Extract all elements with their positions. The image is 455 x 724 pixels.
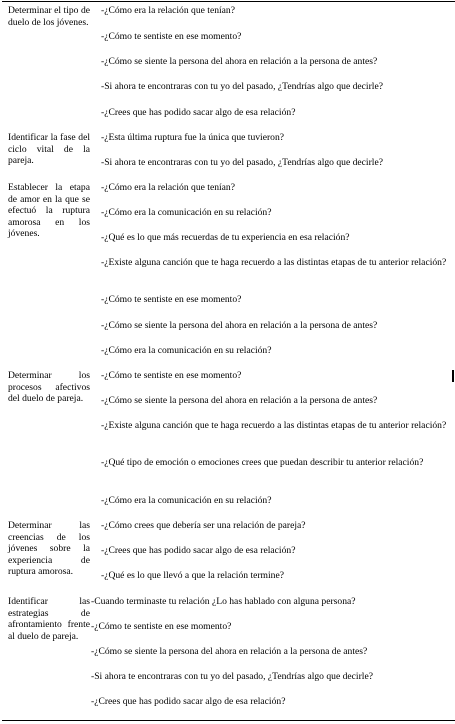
question-item: -¿Crees que has podido sacar algo de esa relación? [91, 696, 286, 707]
question-item: -¿Cómo te sentiste en ese momento? [101, 31, 242, 42]
question-item: -Cuando terminaste tu relación ¿Lo has hablado con alguna persona? [91, 596, 356, 607]
objective-cell: Establecer la etapa de amor en la que se efectuó la ruptura amorosa en los jóvenes. [8, 182, 90, 239]
question-item: -¿Cómo crees que debería ser una relación de pareja? [101, 520, 306, 531]
question-item: -¿Cómo se siente la persona del ahora en relación a la persona de antes? [101, 395, 378, 406]
question-item: -¿Cómo era la comunicación en su relación? [101, 495, 272, 506]
question-item: -Si ahora te encontraras con tu yo del pasado, ¿Tendrías algo que decirle? [101, 157, 383, 168]
question-item: -¿Qué es lo que más recuerdas de tu experiencia en esa relación? [101, 232, 350, 243]
question-item: -¿Existe alguna canción que te haga recuerdo a las distintas etapas de tu anterior relación? [101, 257, 447, 268]
table-bottom-rule [2, 720, 455, 721]
question-item: -¿Qué es lo que llevó a que la relación termine? [101, 570, 284, 581]
objective-cell: Determinar las creencias de los jóvenes sobre la experiencia de ruptura amorosa. [8, 520, 90, 577]
question-item: -¿Cómo era la comunicación en su relación? [101, 207, 272, 218]
text-cursor [452, 370, 454, 382]
objective-cell: Determinar los procesos afectivos del duelo de pareja. [8, 370, 90, 404]
question-item: -Si ahora te encontraras con tu yo del pasado, ¿Tendrías algo que decirle? [91, 671, 373, 682]
question-item: -¿Existe alguna canción que te haga recuerdo a las distintas etapas de tu anterior relación? [101, 420, 447, 431]
objective-cell: Determinar el tipo de duelo de los jóvenes. [8, 5, 90, 28]
objective-cell: Identificar la fase del ciclo vital de la pareja. [8, 132, 90, 166]
question-item: -¿Cómo te sentiste en ese momento? [91, 621, 232, 632]
question-item: -¿Cómo era la relación que tenían? [101, 182, 235, 193]
question-item: -¿Cómo se siente la persona del ahora en relación a la persona de antes? [101, 56, 378, 67]
question-item: -¿Cómo se siente la persona del ahora en relación a la persona de antes? [101, 320, 378, 331]
question-item: -¿Crees que has podido sacar algo de esa relación? [101, 545, 296, 556]
question-item: -¿Cómo te sentiste en ese momento? [101, 294, 242, 305]
question-item: -¿Crees que has podido sacar algo de esa relación? [101, 107, 296, 118]
question-item: -¿Qué tipo de emoción o emociones crees que puedan describir tu anterior relación? [101, 457, 424, 468]
question-item: -¿Esta última ruptura fue la única que tuvieron? [101, 132, 285, 143]
question-item: -¿Cómo te sentiste en ese momento? [101, 370, 242, 381]
question-item: -Si ahora te encontraras con tu yo del pasado, ¿Tendrías algo que decirle? [101, 81, 383, 92]
question-item: -¿Cómo se siente la persona del ahora en relación a la persona de antes? [91, 646, 368, 657]
objective-cell: Identificar las estrategias de afrontamiento frente al duelo de pareja. [8, 596, 90, 642]
question-item: -¿Cómo era la relación que tenían? [101, 5, 235, 16]
question-item: -¿Cómo era la comunicación en su relación? [101, 345, 272, 356]
table-top-rule [2, 1, 455, 2]
